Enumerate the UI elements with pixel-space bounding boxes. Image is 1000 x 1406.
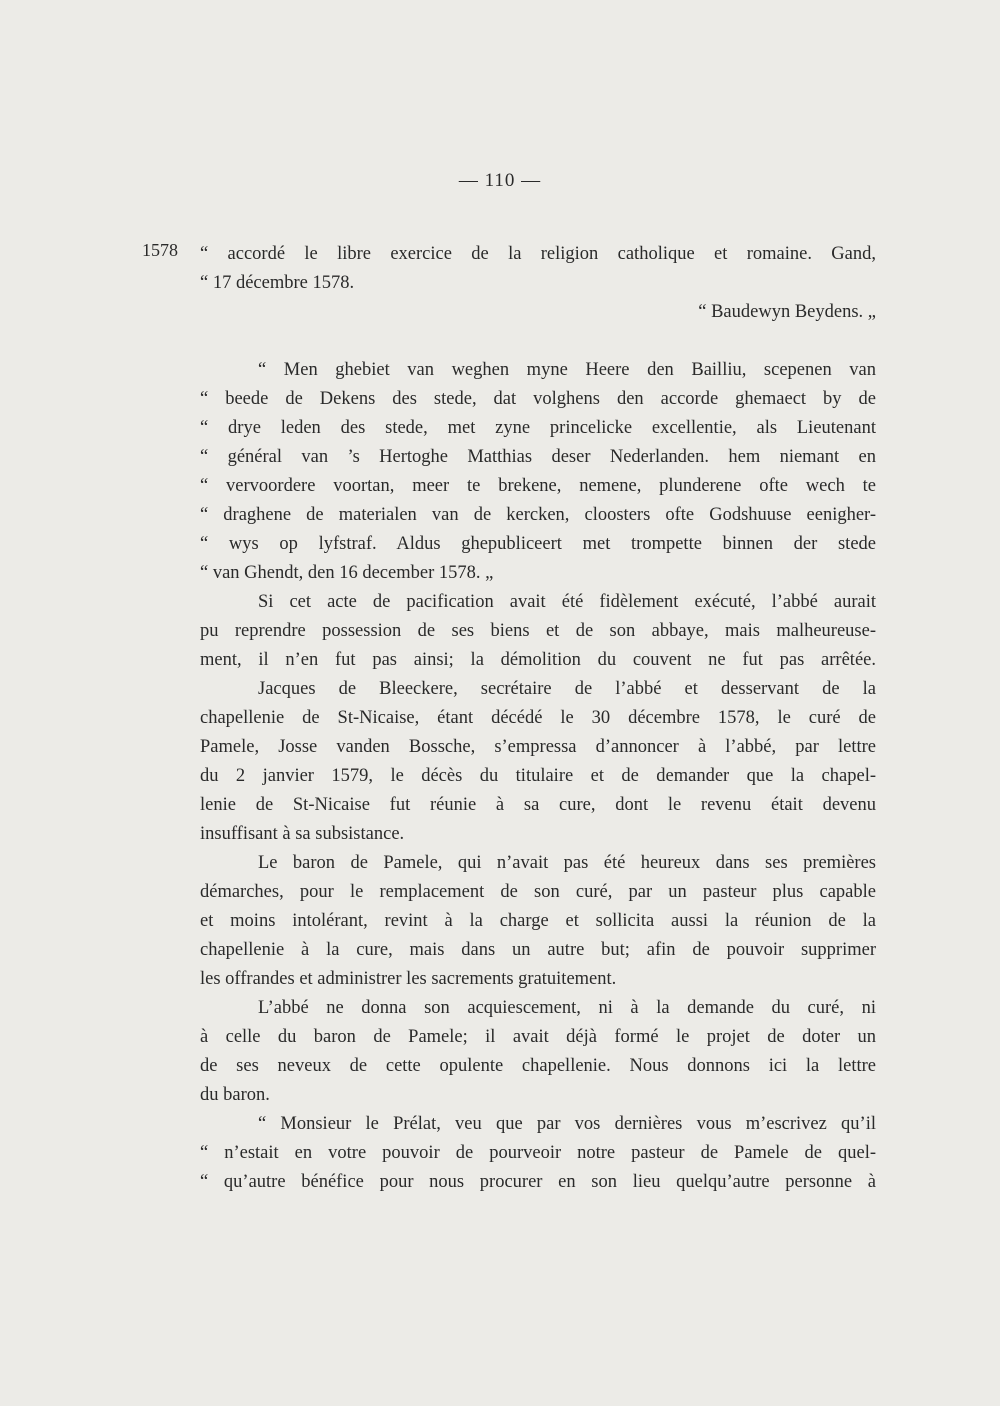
text-line: à celle du baron de Pamele; il avait déjà formé le projet de doter un — [200, 1027, 876, 1047]
text-line: “ qu’autre bénéfice pour nous procurer en son lieu quelqu’autre personne à — [200, 1172, 876, 1192]
body-text — [200, 240, 876, 1197]
text-line: du 2 janvier 1579, le décès du titulaire et de demander que la chapel- — [200, 766, 876, 786]
text-line: “ Men ghebiet van weghen myne Heere den Bailliu, scepenen van — [258, 360, 876, 380]
text-line: chapellenie à la cure, mais dans un autre but; afin de pouvoir supprimer — [200, 940, 876, 960]
text-line — [200, 327, 876, 356]
text-line: “ 17 décembre 1578. — [200, 273, 355, 293]
text-line: insuffisant à sa subsistance. — [200, 824, 405, 844]
text-line: Si cet acte de pacification avait été fidèlement exécuté, l’abbé aurait — [258, 592, 876, 612]
text-line: pu reprendre possession de ses biens et de son abbaye, mais malheureuse- — [200, 621, 876, 641]
page-number: — 110 — — [458, 170, 542, 191]
text-line: “ wys op lyfstraf. Aldus ghepubliceert met trompette binnen der stede — [200, 534, 876, 554]
text-line: du baron. — [200, 1085, 270, 1105]
text-line: démarches, pour le remplacement de son curé, par un pasteur plus capable — [200, 882, 876, 902]
text-line: “ accordé le libre exercice de la religion catholique et romaine. Gand, — [200, 244, 876, 264]
text-line: Pamele, Josse vanden Bossche, s’empressa d’annoncer à l’abbé, par lettre — [200, 737, 876, 757]
text-line: “ van Ghendt, den 16 december 1578. „ — [200, 563, 494, 583]
text-line: lenie de St-Nicaise fut réunie à sa cure, dont le revenu était devenu — [200, 795, 876, 815]
text-line: les offrandes et administrer les sacrements gratuitement. — [200, 969, 617, 989]
text-line: Jacques de Bleeckere, secrétaire de l’abbé et desservant de la — [258, 679, 876, 699]
text-line: “ beede de Dekens des stede, dat volghens den accorde ghemaect by de — [200, 389, 876, 409]
text-line: L’abbé ne donna son acquiescement, ni à la demande du curé, ni — [258, 998, 876, 1018]
text-line: “ n’estait en votre pouvoir de pourveoir notre pasteur de Pamele de quel- — [200, 1143, 876, 1163]
text-line: “ drye leden des stede, met zyne princelicke excellentie, als Lieutenant — [200, 418, 876, 438]
text-line: “ Baudewyn Beydens. „ — [698, 302, 876, 322]
text-line: chapellenie de St-Nicaise, étant décédé le 30 décembre 1578, le curé de — [200, 708, 876, 728]
text-line: ment, il n’en fut pas ainsi; la démolition du couvent ne fut pas arrêtée. — [200, 650, 876, 670]
text-line: Le baron de Pamele, qui n’avait pas été heureux dans ses premières — [258, 853, 876, 873]
text-line: et moins intolérant, revint à la charge et sollicita aussi la réunion de la — [200, 911, 876, 931]
text-line: “ Monsieur le Prélat, veu que par vos dernières vous m’escrivez qu’il — [258, 1114, 876, 1134]
text-line: de ses neveux de cette opulente chapellenie. Nous donnons ici la lettre — [200, 1056, 876, 1076]
text-line: “ général van ’s Hertoghe Matthias deser Nederlanden. hem niemant en — [200, 447, 876, 467]
text-line: “ vervoordere voortan, meer te brekene, nemene, plunderene ofte wech te — [200, 476, 876, 496]
text-line: “ draghene de materialen van de kercken, cloosters ofte Godshuuse eenigher- — [200, 505, 876, 525]
margin-year: 1578 — [142, 240, 178, 260]
